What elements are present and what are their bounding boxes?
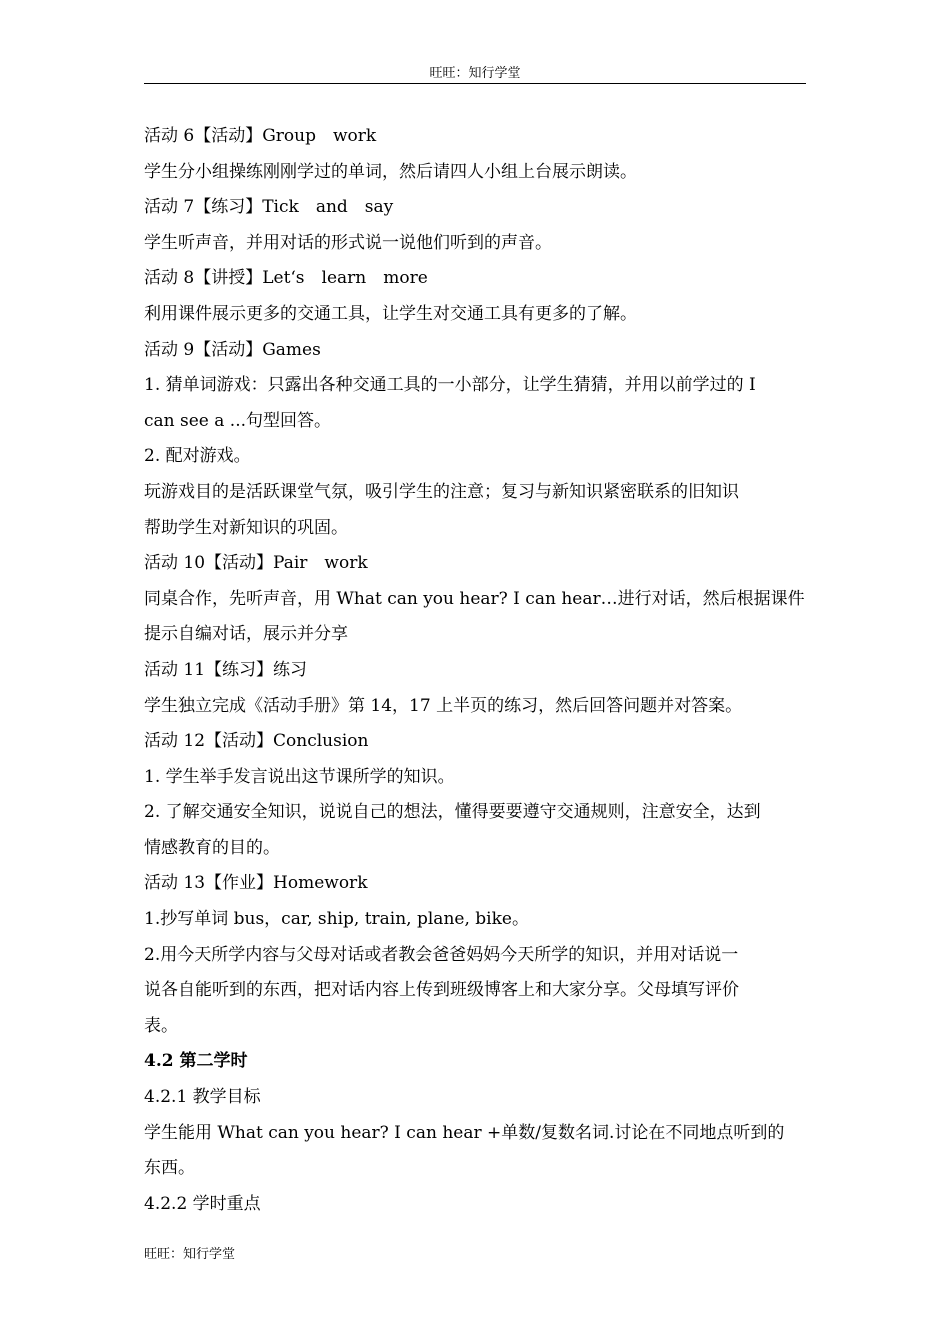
section-4-2-heading: 4.2 第二学时 <box>144 1051 248 1072</box>
paragraph-line: 2. 配对游戏。 <box>144 446 251 467</box>
paragraph-line: 1. 猜单词游戏：只露出各种交通工具的一小部分，让学生猜猜，并用以前学过的 I <box>144 375 756 396</box>
paragraph-line: 说各自能听到的东西，把对话内容上传到班级博客上和大家分享。父母填写评价 <box>144 980 739 1001</box>
document-body <box>144 119 810 1222</box>
paragraph-line: 表。 <box>144 1015 178 1036</box>
paragraph-line: can see a ...句型回答。 <box>144 410 332 431</box>
activity-13-heading: 活动 13【作业】Homework <box>144 873 368 894</box>
paragraph-line: 学生分小组操练刚刚学过的单词，然后请四人小组上台展示朗读。 <box>144 161 637 182</box>
paragraph-line: 情感教育的目的。 <box>144 837 280 858</box>
activity-7-heading: 活动 7【练习】Tick and say <box>144 197 394 218</box>
header-divider <box>144 83 806 84</box>
paragraph-line: 1. 学生举手发言说出这节课所学的知识。 <box>144 766 455 787</box>
paragraph-line: 2.用今天所学内容与父母对话或者教会爸爸妈妈今天所学的知识，并用对话说一 <box>144 944 739 965</box>
paragraph-line: 学生能用 What can you hear? I can hear +单数/复数名词.讨论在不同地点听到的 <box>144 1122 785 1143</box>
activity-10-heading: 活动 10【活动】Pair work <box>144 553 368 574</box>
paragraph-line: 学生独立完成《活动手册》第 14，17 上半页的练习，然后回答问题并对答案。 <box>144 695 743 716</box>
subsection-4-2-2-heading: 4.2.2 学时重点 <box>144 1193 261 1214</box>
paragraph-line: 东西。 <box>144 1158 195 1179</box>
page-footer: 旺旺：知行学堂 <box>144 1247 236 1262</box>
paragraph-line: 同桌合作，先听声音，用 What can you hear? I can hear…进行对话，然后根据课件 <box>144 588 805 609</box>
activity-6-heading: 活动 6【活动】Group work <box>144 126 377 146</box>
activity-8-heading: 活动 8【讲授】Let‘s learn more <box>144 268 428 289</box>
activity-12-heading: 活动 12【活动】Conclusion <box>144 731 369 752</box>
activity-11-heading: 活动 11【练习】练习 <box>144 659 308 680</box>
page-header: 旺旺：知行学堂 <box>429 66 521 81</box>
paragraph-line: 帮助学生对新知识的巩固。 <box>144 517 348 538</box>
paragraph-line: 2. 了解交通安全知识，说说自己的想法，懂得要要遵守交通规则，注意安全，达到 <box>144 802 761 823</box>
paragraph-line: 学生听声音，并用对话的形式说一说他们听到的声音。 <box>144 232 552 253</box>
paragraph-line: 1.抄写单词 bus，car, ship, train, plane, bike。 <box>144 909 529 930</box>
activity-9-heading: 活动 9【活动】Games <box>144 339 321 360</box>
paragraph-line: 提示自编对话，展示并分享 <box>144 624 348 645</box>
paragraph-line: 利用课件展示更多的交通工具，让学生对交通工具有更多的了解。 <box>144 303 637 324</box>
paragraph-line: 玩游戏目的是活跃课堂气氛，吸引学生的注意；复习与新知识紧密联系的旧知识 <box>144 481 739 502</box>
subsection-4-2-1-heading: 4.2.1 教学目标 <box>144 1087 261 1108</box>
